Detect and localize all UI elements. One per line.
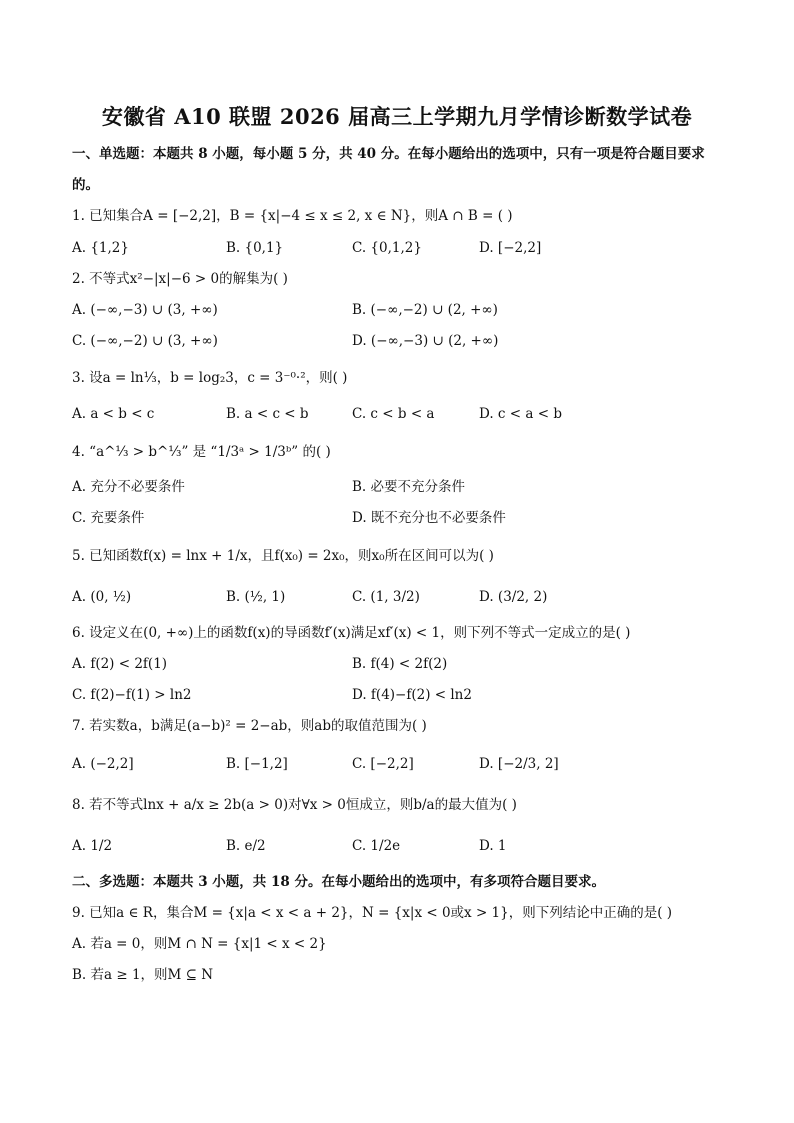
question-8-stem: 8. 若不等式lnx + a/x ≥ 2b(a > 0)对∀x > 0恒成立，则b/a的最大值为( ) xyxy=(72,797,517,813)
question-2-option-d[interactable]: D. (−∞,−3) ∪ (2, +∞) xyxy=(352,333,499,349)
question-8-option-b[interactable]: B. e/2 xyxy=(226,838,266,854)
question-6-stem: 6. 设定义在(0, +∞)上的函数f(x)的导函数f′(x)满足xf′(x) < 1，则下列不等式一定成立的是( ) xyxy=(72,625,631,641)
section-1-heading-cont: 的。 xyxy=(72,177,99,193)
question-6-option-b[interactable]: B. f(4) < 2f(2) xyxy=(352,656,448,672)
question-1-option-b[interactable]: B. {0,1} xyxy=(226,240,284,256)
question-5-option-c[interactable]: C. (1, 3/2) xyxy=(352,589,420,605)
question-9-option-b[interactable]: B. 若a ≥ 1，则M ⊆ N xyxy=(72,967,214,983)
question-3-option-b[interactable]: B. a < c < b xyxy=(226,406,309,422)
question-5-option-a[interactable]: A. (0, ½) xyxy=(72,589,132,605)
question-6-option-a[interactable]: A. f(2) < 2f(1) xyxy=(72,656,168,672)
question-4-stem: 4. “a^⅓ > b^⅓” 是 “1/3ᵃ > 1/3ᵇ” 的( ) xyxy=(72,444,331,460)
question-8-option-d[interactable]: D. 1 xyxy=(479,838,507,854)
exam-title: 安徽省 A10 联盟 2026 届高三上学期九月学情诊断数学试卷 xyxy=(101,104,693,129)
question-2-option-b[interactable]: B. (−∞,−2) ∪ (2, +∞) xyxy=(352,302,498,318)
question-8-option-c[interactable]: C. 1/2e xyxy=(352,838,401,854)
question-6-option-d[interactable]: D. f(4)−f(2) < ln2 xyxy=(352,687,472,703)
section-1-heading: 一、单选题：本题共 8 小题，每小题 5 分，共 40 分。在每小题给出的选项中，只有一项是符合题目要求 xyxy=(72,146,705,162)
question-7-stem: 7. 若实数a，b满足(a−b)² = 2−ab，则ab的取值范围为( ) xyxy=(72,718,427,734)
question-1-option-d[interactable]: D. [−2,2] xyxy=(479,240,542,256)
question-2-option-a[interactable]: A. (−∞,−3) ∪ (3, +∞) xyxy=(72,302,218,318)
question-6-option-c[interactable]: C. f(2)−f(1) > ln2 xyxy=(72,687,192,703)
section-2-heading: 二、多选题：本题共 3 小题，共 18 分。在每小题给出的选项中，有多项符合题目要求。 xyxy=(72,874,605,890)
question-9-option-a[interactable]: A. 若a = 0，则M ∩ N = {x|1 < x < 2} xyxy=(72,936,327,952)
question-5-stem: 5. 已知函数f(x) = lnx + 1/x，且f(x₀) = 2x₀，则x₀所在区间可以为( ) xyxy=(72,548,494,564)
question-3-option-d[interactable]: D. c < a < b xyxy=(479,406,562,422)
question-5-option-d[interactable]: D. (3/2, 2) xyxy=(479,589,548,605)
question-4-option-d[interactable]: D. 既不充分也不必要条件 xyxy=(352,510,506,526)
question-3-option-a[interactable]: A. a < b < c xyxy=(72,406,155,422)
question-2-option-c[interactable]: C. (−∞,−2) ∪ (3, +∞) xyxy=(72,333,218,349)
question-5-option-b[interactable]: B. (½, 1) xyxy=(226,589,286,605)
question-3-stem: 3. 设a = ln⅓，b = log₂3，c = 3⁻⁰·²，则( ) xyxy=(72,370,348,386)
question-7-option-b[interactable]: B. [−1,2] xyxy=(226,756,288,772)
question-7-option-d[interactable]: D. [−2/3, 2] xyxy=(479,756,559,772)
question-1-stem: 1. 已知集合A = [−2,2]，B = {x|−4 ≤ x ≤ 2, x ∈ N}，则A ∩ B = ( ) xyxy=(72,208,513,224)
question-4-option-b[interactable]: B. 必要不充分条件 xyxy=(352,479,466,495)
question-7-option-c[interactable]: C. [−2,2] xyxy=(352,756,414,772)
question-9-stem: 9. 已知a ∈ R，集合M = {x|a < x < a + 2}，N = {x|x < 0或x > 1}，则下列结论中正确的是( ) xyxy=(72,905,673,921)
question-1-option-a[interactable]: A. {1,2} xyxy=(72,240,129,256)
question-8-option-a[interactable]: A. 1/2 xyxy=(72,838,113,854)
question-4-option-a[interactable]: A. 充分不必要条件 xyxy=(72,479,185,495)
question-3-option-c[interactable]: C. c < b < a xyxy=(352,406,435,422)
question-7-option-a[interactable]: A. (−2,2] xyxy=(72,756,134,772)
question-4-option-c[interactable]: C. 充要条件 xyxy=(72,510,145,526)
question-2-stem: 2. 不等式x²−|x|−6 > 0的解集为( ) xyxy=(72,271,288,287)
question-1-option-c[interactable]: C. {0,1,2} xyxy=(352,240,422,256)
